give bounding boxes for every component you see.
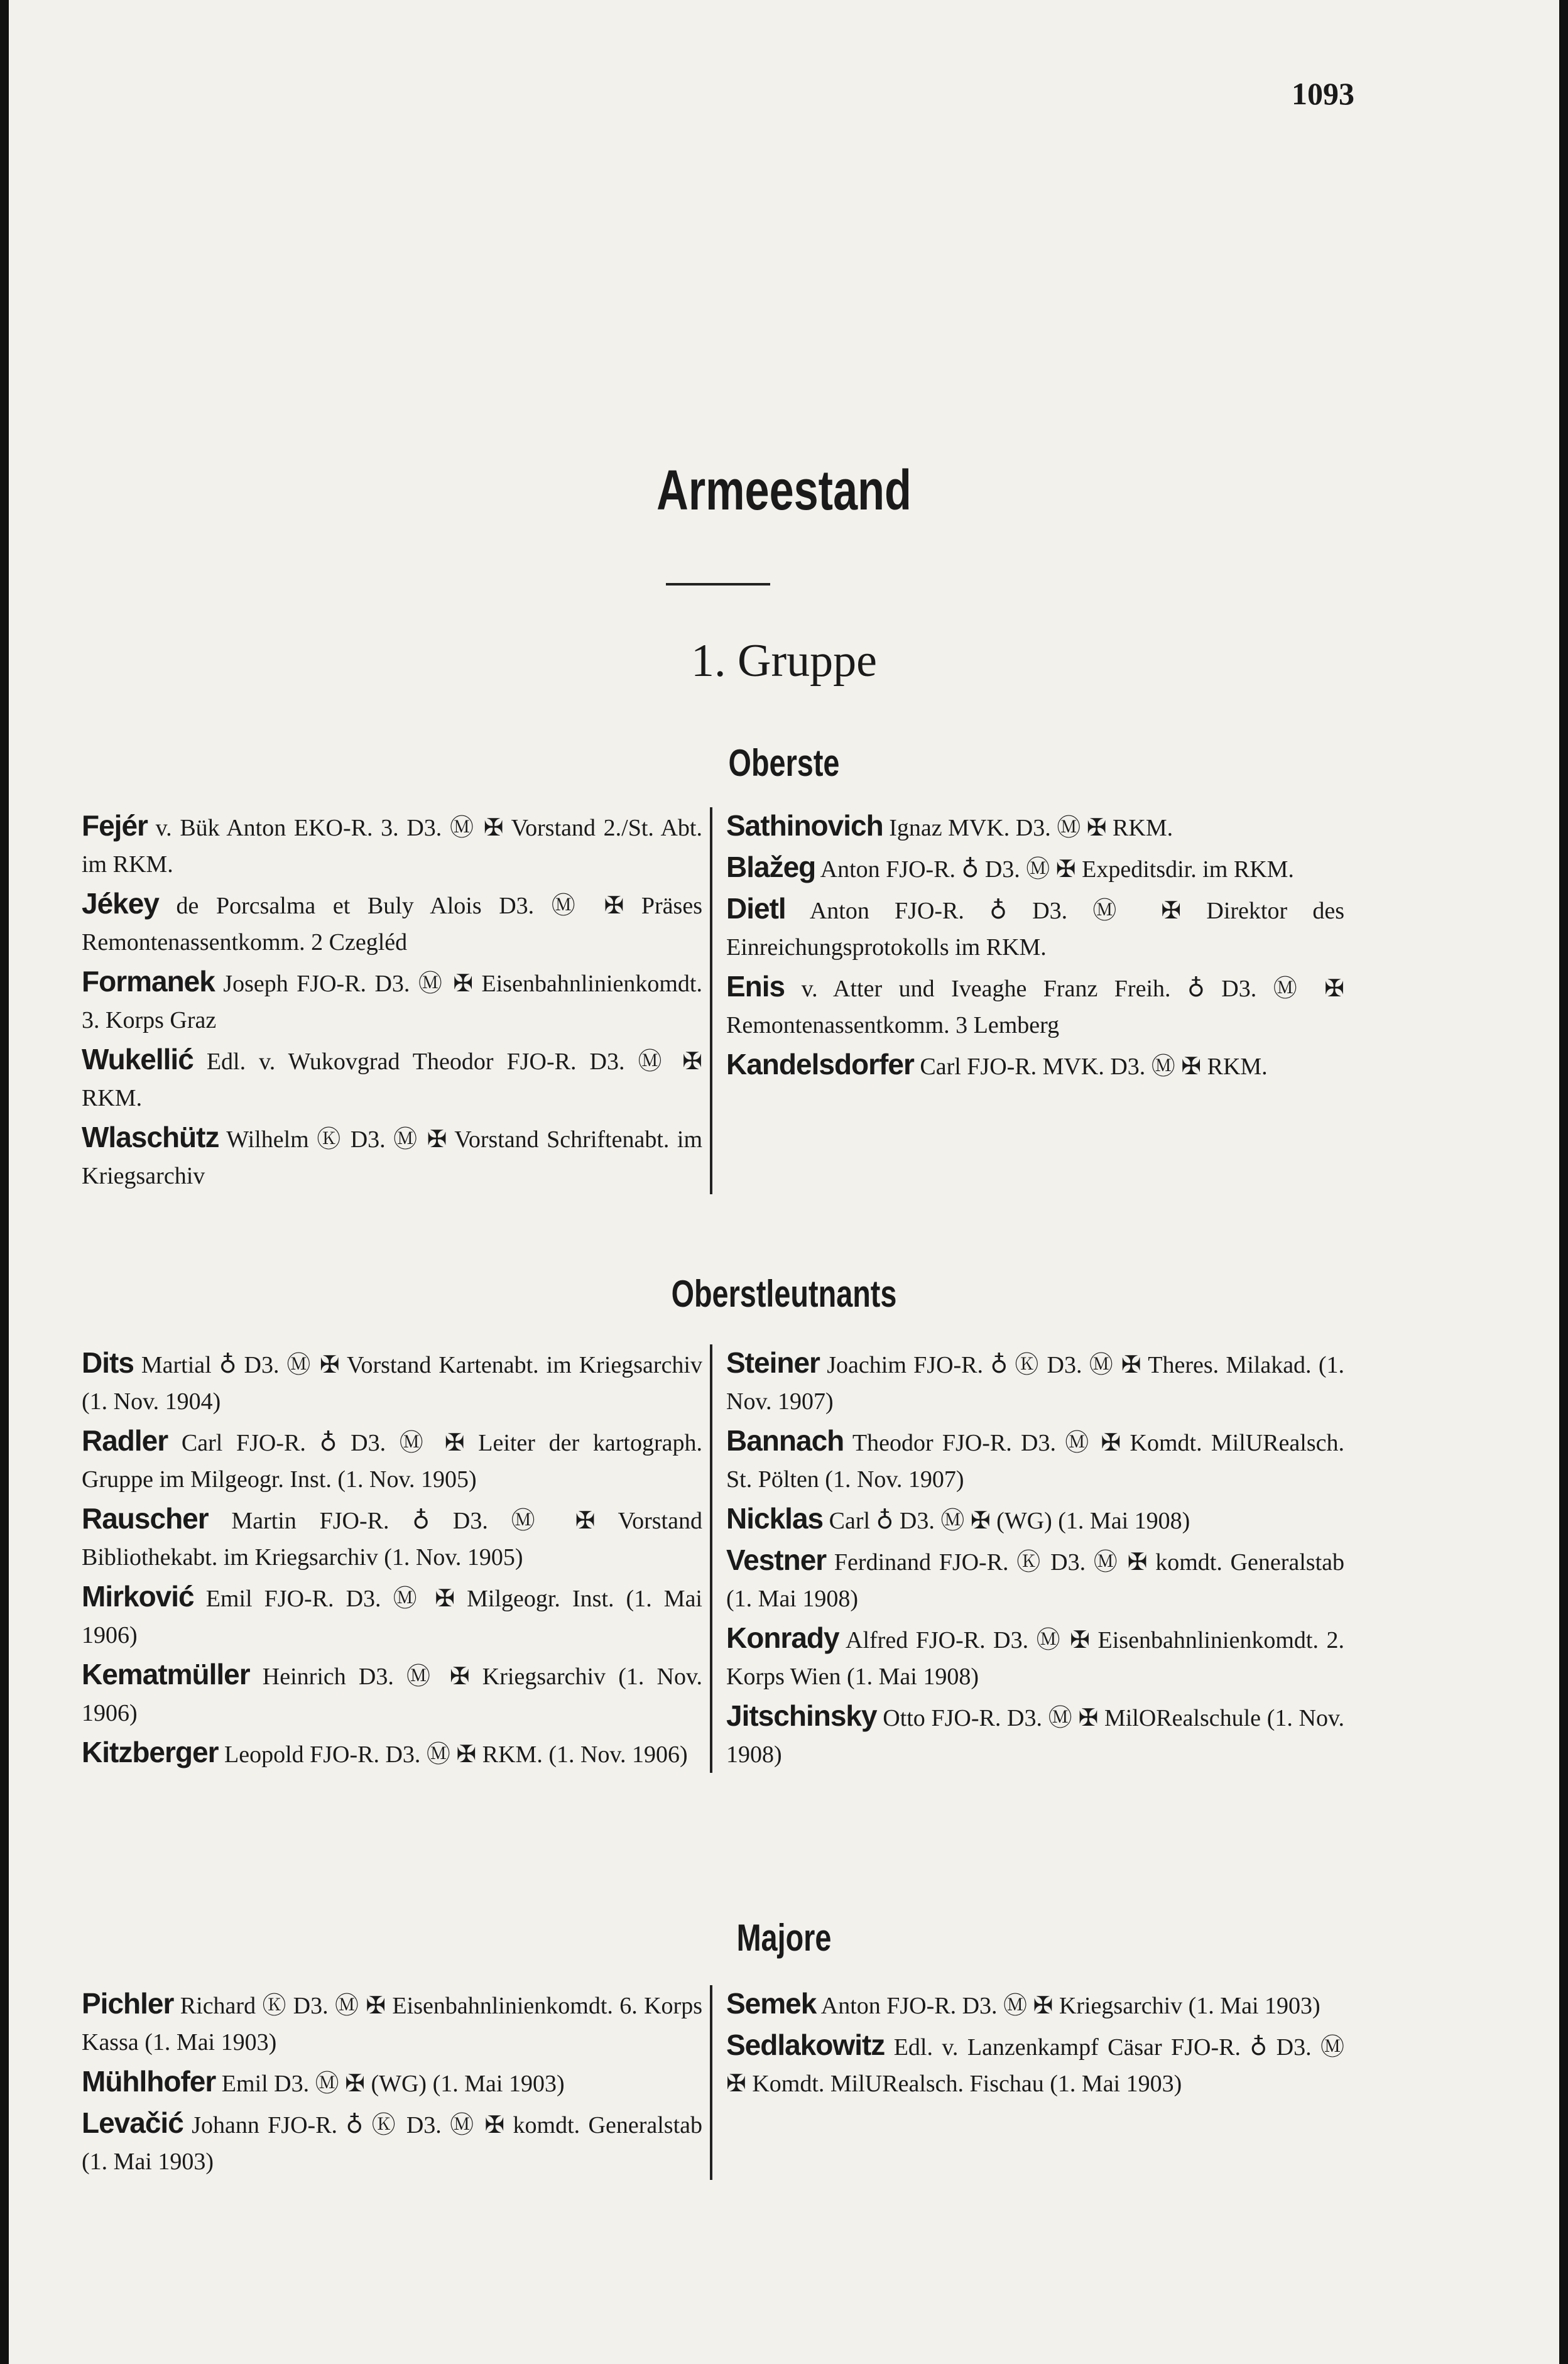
list-item [82,1344,702,1420]
entry-name: Jitschinsky [726,1699,877,1732]
entry-name: Rauscher [82,1502,209,1535]
entry-name: Steiner [726,1346,820,1379]
list-item [82,1041,702,1116]
entry-text: Ignaz MVK. D3. Ⓜ ✠ RKM. [883,815,1173,841]
entry-name: Kematmüller [82,1658,250,1691]
entry-name: Konrady [726,1621,839,1654]
left-column [82,1344,712,1773]
list-item [82,1119,702,1194]
list-item [726,1697,1344,1773]
list-item [82,807,702,883]
list-item [82,963,702,1038]
entry-text: Anton FJO-R. D3. Ⓜ ✠ Kriegsarchiv (1. Mai 1903) [816,1993,1320,2019]
entry-name: Levačić [82,2106,183,2139]
section-oberste [82,807,1344,1194]
list-item [82,2105,702,2180]
entry-text: v. Bük Anton EKO-R. 3. D3. Ⓜ ✠ Vorstand 2./St. Abt. im RKM. [82,815,702,878]
entry-name: Dietl [726,892,786,925]
entry-name: Sathinovich [726,809,883,842]
entry-text: Johann FJO-R. ♁ Ⓚ D3. Ⓜ ✠ komdt. Generalstab (1. Mai 1903) [82,2112,702,2175]
list-item [82,1656,702,1731]
list-item [726,1046,1344,1085]
list-item [726,807,1344,846]
entry-text: Wilhelm Ⓚ D3. Ⓜ ✠ Vorstand Schriftenabt. im Kriegsarchiv [82,1126,702,1189]
entry-text: de Porcsalma et Buly Alois D3. Ⓜ ✠ Präses Remontenassentkomm. 2 Czegléd [82,893,702,956]
entry-name: Wukellić [82,1043,193,1076]
entry-text: Richard Ⓚ D3. Ⓜ ✠ Eisenbahnlinienkomdt. 6. Korps Kassa (1. Mai 1903) [82,1993,702,2056]
section-heading-oberstleutnants: Oberstleutnants [671,1273,897,1315]
entry-name: Nicklas [726,1502,824,1535]
list-item [82,1985,702,2061]
entry-text: Carl FJO-R. ♁ D3. Ⓜ ✠ Leiter der kartograph. Gruppe im Milgeogr. Inst. (1. Nov. 1905) [82,1430,702,1493]
list-item [726,1542,1344,1617]
list-item [726,1422,1344,1498]
entry-name: Mühlhofer [82,2065,216,2098]
entry-text: Theodor FJO-R. D3. Ⓜ ✠ Komdt. MilURealsch. St. Pölten (1. Nov. 1907) [726,1430,1344,1493]
entry-name: Formanek [82,965,215,998]
group-heading: 1. Gruppe [691,635,877,687]
entry-text: Emil FJO-R. D3. Ⓜ ✠ Milgeogr. Inst. (1. Mai 1906) [82,1586,702,1648]
entry-text: Ferdinand FJO-R. Ⓚ D3. Ⓜ ✠ komdt. Generalstab (1. Mai 1908) [726,1549,1344,1612]
entry-text: Joachim FJO-R. ♁ Ⓚ D3. Ⓜ ✠ Theres. Milakad. (1. Nov. 1907) [726,1352,1344,1415]
entry-name: Radler [82,1424,168,1457]
entry-text: Carl ♁ D3. Ⓜ ✠ (WG) (1. Mai 1908) [823,1508,1190,1534]
section-heading-majore: Majore [736,1917,832,1959]
list-item [82,1422,702,1498]
list-item [726,890,1344,966]
list-item [726,968,1344,1043]
left-column [82,807,712,1194]
list-item [82,1734,702,1773]
right-column [712,1344,1344,1773]
entry-name: Sedlakowitz [726,2029,885,2061]
entry-name: Mirković [82,1580,194,1613]
list-item [726,1620,1344,1695]
entry-name: Jékey [82,887,159,920]
entry-text: Otto FJO-R. D3. Ⓜ ✠ MilORealschule (1. Nov. 1908) [726,1705,1344,1768]
page-title: Armeestand [656,459,912,522]
entry-text: Martial ♁ D3. Ⓜ ✠ Vorstand Kartenabt. im Kriegsarchiv (1. Nov. 1904) [82,1352,702,1415]
entry-text: Emil D3. Ⓜ ✠ (WG) (1. Mai 1903) [215,2071,565,2097]
list-item [726,2027,1344,2102]
title-divider [666,583,770,586]
entry-text: Leopold FJO-R. D3. Ⓜ ✠ RKM. (1. Nov. 1906) [218,1741,688,1768]
entry-name: Vestner [726,1544,827,1576]
entry-text: Edl. v. Wukovgrad Theodor FJO-R. D3. Ⓜ ✠ RKM. [82,1049,702,1111]
list-item [726,1344,1344,1420]
list-item [82,2063,702,2102]
list-item [82,1578,702,1653]
list-item [726,1500,1344,1539]
list-item [82,1500,702,1576]
entry-name: Semek [726,1987,817,2020]
entry-name: Enis [726,970,785,1003]
section-oberstleutnants [82,1344,1344,1773]
entry-name: Kandelsdorfer [726,1048,914,1081]
section-majore [82,1985,1344,2180]
page-number: 1093 [1292,76,1354,111]
entry-name: Dits [82,1346,134,1379]
entry-text: Heinrich D3. Ⓜ ✠ Kriegsarchiv (1. Nov. 1906) [82,1664,702,1726]
entry-name: Fejér [82,809,148,842]
entry-text: Alfred FJO-R. D3. Ⓜ ✠ Eisenbahnlinienkomdt. 2. Korps Wien (1. Mai 1908) [726,1627,1344,1690]
entry-text: v. Atter und Iveaghe Franz Freih. ♁ D3. Ⓜ ✠ Remontenassentkomm. 3 Lemberg [726,976,1344,1038]
entry-text: Joseph FJO-R. D3. Ⓜ ✠ Eisenbahnlinienkomdt. 3. Korps Graz [82,971,702,1033]
list-item [82,885,702,961]
entry-name: Wlaschütz [82,1121,219,1153]
right-column [712,807,1344,1194]
list-item [726,849,1344,888]
entry-text: Anton FJO-R. ♁ D3. Ⓜ ✠ Direktor des Einreichungsprotokolls im RKM. [726,898,1344,961]
entry-text: Anton FJO-R. ♁ D3. Ⓜ ✠ Expeditsdir. im RKM. [815,856,1294,883]
section-heading-oberste: Oberste [728,742,840,784]
entry-name: Bannach [726,1424,844,1457]
entry-name: Kitzberger [82,1736,219,1768]
entry-text: Edl. v. Lanzenkampf Cäsar FJO-R. ♁ D3. Ⓜ ✠ Komdt. MilURealsch. Fischau (1. Mai 1903) [726,2034,1344,2097]
entry-name: Pichler [82,1987,174,2020]
entry-name: Blažeg [726,851,816,883]
list-item [726,1985,1344,2024]
entry-text: Carl FJO-R. MVK. D3. Ⓜ ✠ RKM. [913,1054,1268,1080]
entry-text: Martin FJO-R. ♁ D3. Ⓜ ✠ Vorstand Bibliothekabt. im Kriegsarchiv (1. Nov. 1905) [82,1508,702,1571]
left-column [82,1985,712,2180]
right-column [712,1985,1344,2180]
